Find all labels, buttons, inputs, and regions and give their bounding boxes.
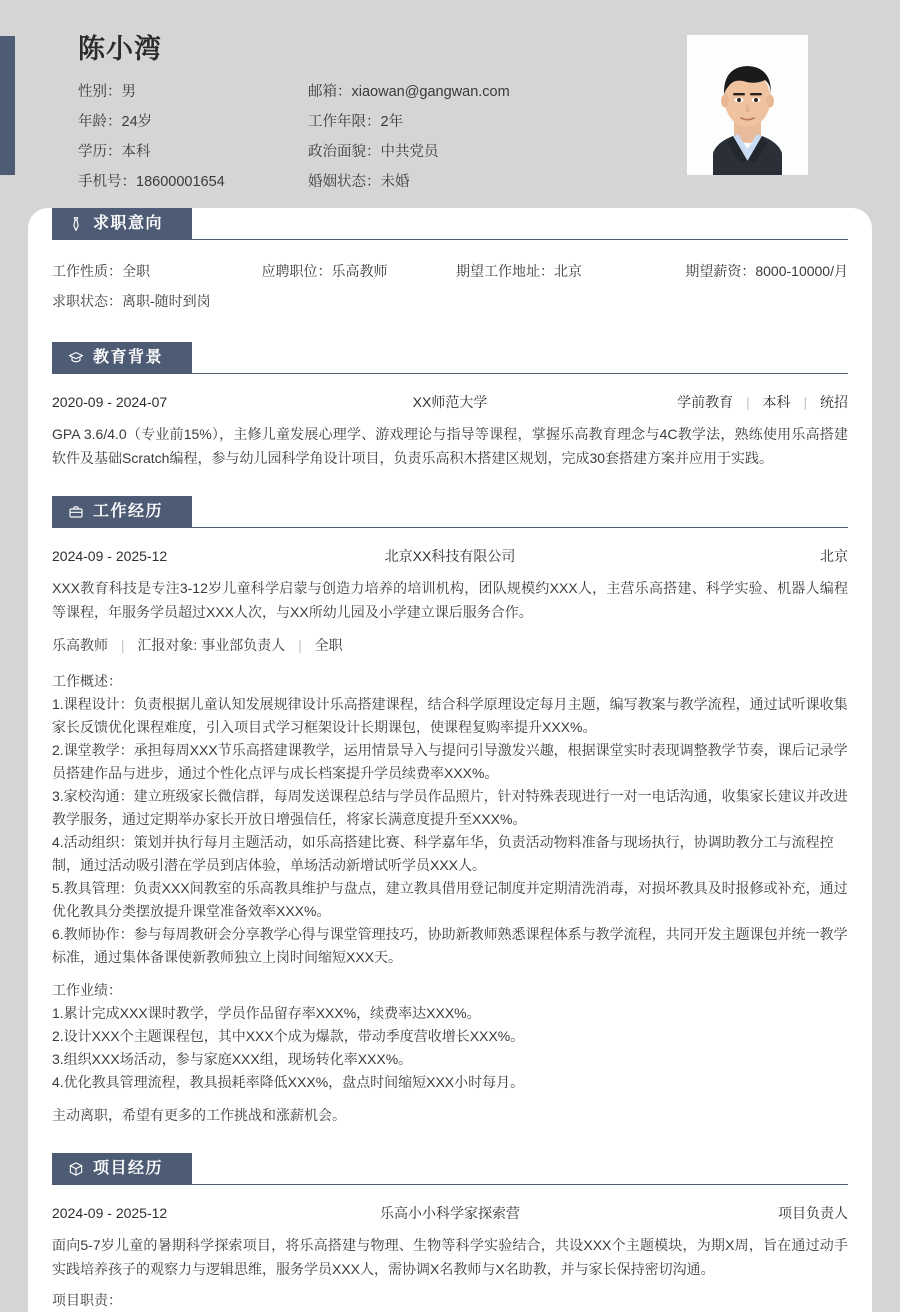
- intent-position: [261, 256, 456, 286]
- spacer: [28, 316, 872, 342]
- work-company-intro: XXX教育科技是专注3-12岁儿童科学启蒙与创造力培养的培训机构，团队规模约XXX人，主营乐高搭建、科学实验、机器人编程等课程，年服务学员超过XXX人次，与XX所幼儿园及小学建立课后服务合作。: [52, 580, 848, 620]
- info-age: [78, 109, 308, 135]
- work-company: 北京XX科技有限公司: [384, 548, 516, 564]
- spacer: [28, 1127, 872, 1153]
- work-leave-reason: 主动离职，希望有更多的工作挑战和涨薪机会。: [52, 1107, 346, 1123]
- education-school: XX师范大学: [412, 394, 488, 410]
- education-description: GPA 3.6/4.0（专业前15%），主修儿童发展心理学、游戏理论与指导等课程，掌握乐高教育理念与4C教学法，熟练使用乐高搭建软件及基础Scratch编程，参与幼儿园科学角设计项目，负责乐高积木搭建区规划，完成30套搭建方案并应用于实践。: [52, 426, 848, 466]
- section-title: 工作经历: [93, 503, 164, 520]
- work-report-to: 汇报对象: 事业部负责人: [137, 637, 286, 653]
- info-age-value: 24岁: [121, 113, 153, 130]
- info-email-value: xiaowan@gangwan.com: [351, 83, 510, 100]
- intent-job-nature: [52, 256, 261, 286]
- section-title: 教育背景: [93, 349, 164, 366]
- work-achievement-item: 2.设计XXX个主题课程包，其中XXX个成为爆款，带动季度营收增长XXX%。: [52, 1028, 525, 1044]
- section-header-box: [52, 496, 192, 528]
- resume-header: [0, 0, 900, 208]
- spacer: [52, 969, 848, 979]
- info-education-value: 本科: [121, 143, 151, 160]
- section-header-job-intention: [52, 208, 848, 240]
- section-divider: [192, 373, 848, 374]
- meta-separator: |: [120, 637, 125, 653]
- section-header-education: [52, 342, 848, 374]
- intent-row-2: [52, 286, 848, 316]
- intent-salary: [685, 256, 848, 286]
- section-title: 求职意向: [93, 215, 164, 232]
- project-date: 2024-09 - 2025-12: [52, 1205, 168, 1221]
- project-description: 面向5-7岁儿童的暑期科学探索项目，将乐高搭建与物理、生物等科学实验结合，共设XXX个主题模块，为期X周，旨在通过动手实践培养孩子的观察力与逻辑思维，服务学员XXX人，需协调X名教师与X名助教，并与家长保持密切沟通。: [52, 1237, 848, 1277]
- work-overview-item: 1.课程设计：负责根据儿童认知发展规律设计乐高搭建课程，结合科学原理设定每月主题，编写教案与教学流程，通过试听课收集家长反馈优化课程难度，引入项目式学习框架设计长期课包，使课程复购率提升XXX%。: [52, 696, 848, 735]
- info-age-label: 年龄：: [78, 113, 122, 130]
- section-job-intention: [28, 208, 872, 316]
- work-role-line: [52, 632, 848, 658]
- cube-icon: [68, 1161, 84, 1177]
- resume-card: [28, 208, 872, 1312]
- work-overview-item: 5.教具管理：负责XXX间教室的乐高教具维护与盘点，建立教具借用登记制度并定期清洗消毒，对损坏教具及时报修或补充，通过优化教具分类摆放提升课堂准备效率XXX%。: [52, 880, 848, 919]
- work-overview-item: 3.家校沟通：建立班级家长微信群，每周发送课程总结与学员作品照片，针对特殊表现进行一对一电话沟通，收集家长建议并改进教学服务，通过定期举办家长开放日增强信任，将家长满意度提升至XXX%。: [52, 788, 848, 827]
- work-entry-header: [52, 544, 848, 568]
- info-work-years-value: 2年: [380, 113, 404, 130]
- graduation-cap-icon: [68, 350, 84, 366]
- project-duty-title: 项目职责：: [52, 1292, 122, 1308]
- intent-location-value: 北京: [553, 263, 582, 279]
- tie-icon: [68, 216, 84, 232]
- work-achievement-item: 4.优化教具管理流程，教具损耗率降低XXX%，盘点时间缩短XXX小时每月。: [52, 1074, 525, 1090]
- info-political-status-value: 中共党员: [380, 143, 439, 160]
- work-achievement-title: 工作业绩：: [52, 982, 122, 998]
- info-marital-status: [308, 169, 638, 195]
- info-work-years: [308, 109, 638, 135]
- avatar: [687, 35, 808, 175]
- spacer: [28, 478, 872, 496]
- project-entry-header: [52, 1201, 848, 1225]
- section-divider: [192, 1184, 848, 1185]
- info-political-status: [308, 139, 638, 165]
- work-date: 2024-09 - 2025-12: [52, 548, 168, 564]
- section-work-experience: [28, 496, 872, 1127]
- info-email: [308, 79, 638, 105]
- work-location: 北京: [819, 548, 848, 564]
- info-gender: [78, 79, 308, 105]
- info-marital-status-label: 婚姻状态：: [308, 173, 381, 190]
- education-meta: [585, 390, 848, 414]
- meta-separator: |: [746, 394, 750, 410]
- info-gender-value: 男: [121, 83, 136, 100]
- section-divider: [192, 527, 848, 528]
- section-header-box: [52, 208, 192, 240]
- intent-status: [52, 286, 262, 316]
- intent-status-label: 求职状态：: [52, 293, 122, 309]
- info-phone: [78, 169, 308, 195]
- project-role: 项目负责人: [777, 1205, 848, 1221]
- education-entry-header: [52, 390, 848, 414]
- header-accent-bar: [0, 36, 15, 175]
- intent-status-value: 离职-随时到岗: [122, 293, 211, 309]
- work-overview-item: 4.活动组织：策划并执行每月主题活动，如乐高搭建比赛、科学嘉年华，负责活动物料准备与现场执行，协调助教分工与流程控制，通过活动吸引潜在学员到店体验，单场活动新增试听学员XXX人。: [52, 834, 834, 873]
- page-title: 陈小湾: [78, 34, 162, 64]
- intent-job-nature-value: 全职: [122, 263, 150, 279]
- intent-position-label: 应聘职位：: [261, 263, 332, 279]
- work-position: 乐高教师: [52, 637, 108, 653]
- section-body-project-experience: [52, 1185, 848, 1312]
- work-overview-item: 6.教师协作：参与每周教研会分享教学心得与课堂管理技巧，协助新教师熟悉课程体系与教学流程，共同开发主题课包并统一教学标准，通过集体备课使新教师独立上岗时间缩短XXX天。: [52, 926, 848, 965]
- section-header-box: [52, 1153, 192, 1185]
- meta-separator: |: [298, 637, 302, 653]
- education-major: 学前教育: [677, 394, 734, 410]
- section-header-work-experience: [52, 496, 848, 528]
- section-project-experience: [28, 1153, 872, 1312]
- work-overview-title: 工作概述：: [52, 673, 122, 689]
- info-marital-status-value: 未婚: [380, 173, 410, 190]
- info-email-label: 邮箱：: [308, 83, 352, 100]
- work-achievement-item: 1.累计完成XXX课时教学，学员作品留存率XXX%，续费率达XXX%。: [52, 1005, 481, 1021]
- info-gender-label: 性别：: [78, 83, 122, 100]
- section-education: [28, 342, 872, 470]
- intent-salary-label: 期望薪资：: [685, 263, 756, 279]
- section-divider: [192, 239, 848, 240]
- education-degree: 本科: [762, 394, 791, 410]
- info-phone-label: 手机号：: [78, 173, 136, 190]
- info-education-label: 学历：: [78, 143, 122, 160]
- intent-location-label: 期望工作地址：: [455, 263, 554, 279]
- section-body-job-intention: [52, 240, 848, 316]
- info-phone-value: 18600001654: [136, 173, 225, 190]
- intent-position-value: 乐高教师: [331, 263, 388, 279]
- intent-job-nature-label: 工作性质：: [52, 263, 122, 279]
- education-date: 2020-09 - 2024-07: [52, 394, 168, 410]
- work-achievement-item: 3.组织XXX场活动，参与家庭XXX组，现场转化率XXX%。: [52, 1051, 413, 1067]
- section-body-education: [52, 374, 848, 470]
- intent-row-1: [52, 256, 848, 286]
- meta-separator: |: [803, 394, 808, 410]
- info-political-status-label: 政治面貌：: [308, 143, 381, 160]
- info-education: [78, 139, 308, 165]
- intent-location: [456, 256, 685, 286]
- section-header-box: [52, 342, 192, 374]
- section-title: 项目经历: [93, 1160, 164, 1177]
- section-body-work-experience: [52, 528, 848, 1127]
- spacer: [52, 1094, 848, 1104]
- section-header-project-experience: [52, 1153, 848, 1185]
- intent-salary-value: 8000-10000/月: [755, 263, 848, 279]
- portrait-photo-icon: [687, 35, 808, 175]
- work-overview-item: 2.课堂教学：承担每周XXX节乐高搭建课教学，运用情景导入与提问引导激发兴趣，根据课堂实时表现调整教学节奏，课后记录学员搭建作品与进步，通过个性化点评与成长档案提升学员续费率XXX%。: [52, 742, 848, 781]
- education-admission: 统招: [819, 394, 848, 410]
- briefcase-icon: [68, 504, 84, 520]
- project-name: 乐高小小科学家探索营: [379, 1205, 520, 1221]
- work-job-type: 全职: [314, 637, 343, 653]
- info-work-years-label: 工作年限：: [308, 113, 381, 130]
